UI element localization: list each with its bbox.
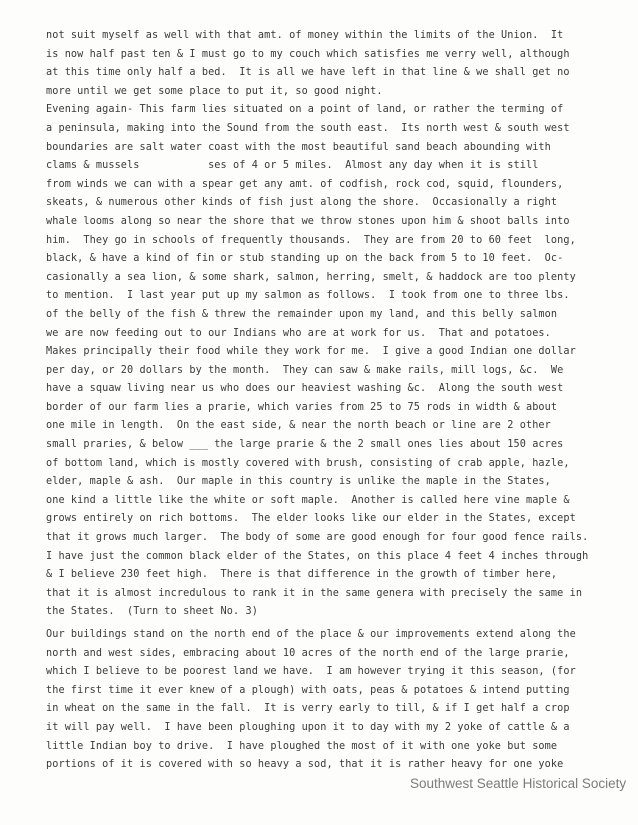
text-line: the States. (Turn to sheet No. 3) — [46, 606, 258, 618]
text-line: at this time only half a bed. It is all we have left in that line & we shall get no — [46, 67, 570, 79]
text-line: boundaries are salt water coast with the most beautiful sand beach abounding with — [46, 141, 551, 153]
text-line: one kind a little like the white or soft maple. Another is called here vine maple & — [46, 494, 570, 506]
text-line: grows entirely on rich bottoms. The elder looks like our elder in the States, except — [46, 513, 576, 525]
text-line: of the belly of the fish & threw the remainder upon my land, and this belly salmon — [46, 308, 558, 320]
text-line: & I believe 230 feet high. There is that difference in the growth of timber here, — [46, 569, 558, 581]
text-line: that it grows much larger. The body of some are good enough for four good fence rails. — [46, 532, 589, 544]
text-line: skeats, & numerous other kinds of fish just along the shore. Occasionally a right — [46, 197, 558, 209]
text-line: portions of it is covered with so heavy a sod, that it is rather heavy for one yoke — [46, 759, 564, 771]
text-line: from winds we can with a spear get any amt. of codfish, rock cod, squid, flounders, — [46, 178, 564, 190]
text-line: of bottom land, which is mostly covered with brush, consisting of crab apple, hazle, — [46, 457, 570, 469]
text-line: that it is almost incredulous to rank it in the same genera with precisely the same in — [46, 587, 583, 599]
text-line: clams & mussels ses of 4 or 5 miles. Almost any day when it is still — [46, 160, 539, 172]
text-line: it will pay well. I have been ploughing upon it to day with my 2 yoke of cattle & a — [46, 721, 570, 733]
text-line: which I believe to be poorest land we have. I am however trying it this season, (for — [46, 666, 576, 678]
text-line: whale looms along so near the shore that we throw stones upon him & shoot balls into — [46, 215, 570, 227]
text-line: Makes principally their food while they work for me. I give a good Indian one dollar — [46, 346, 576, 358]
letter-block-2 — [46, 626, 636, 775]
text-line: black, & have a kind of fin or stub standing up on the back from 5 to 10 feet. Oc- — [46, 253, 564, 265]
text-line: Our buildings stand on the north end of the place & our improvements extend along the — [46, 629, 576, 640]
text-line: casionally a sea lion, & some shark, salmon, herring, smelt, & haddock are too plenty — [46, 271, 576, 283]
typewritten-letter — [46, 27, 636, 775]
text-line: not suit myself as well with that amt. of money within the limits of the Union. It — [46, 30, 564, 41]
text-line: per day, or 20 dollars by the month. They can saw & make rails, mill logs, &c. We — [46, 364, 564, 376]
text-line: border of our farm lies a prarie, which varies from 25 to 75 rods in width & about — [46, 401, 558, 413]
watermark-text: Southwest Seattle Historical Society — [410, 776, 627, 791]
text-line: north and west sides, embracing about 10 acres of the north end of the large prarie, — [46, 647, 570, 659]
text-line: I have just the common black elder of the States, on this place 4 feet 4 inches through — [46, 550, 589, 562]
letter-block-1 — [46, 27, 636, 622]
text-line: in wheat on the same in the fall. It is verry early to till, & if I get half a crop — [46, 703, 570, 715]
text-line: more until we get some place to put it, so good night. — [46, 85, 383, 97]
text-line: is now half past ten & I must go to my couch which satisfies me verry well, although — [46, 48, 570, 60]
text-line: little Indian boy to drive. I have ploughed the most of it with one yoke but some — [46, 740, 558, 752]
text-line: him. They go in schools of frequently thousands. They are from 20 to 60 feet long, — [46, 234, 576, 246]
text-line: one mile in length. On the east side, & near the north beach or line are 2 other — [46, 420, 551, 432]
text-line: elder, maple & ash. Our maple in this country is unlike the maple in the States, — [46, 476, 551, 488]
text-line: Evening again- This farm lies situated on a point of land, or rather the terming of — [46, 104, 564, 116]
text-line: we are now feeding out to our Indians who are at work for us. That and potatoes. — [46, 327, 551, 339]
text-line: have a squaw living near us who does our heaviest washing &c. Along the south west — [46, 383, 564, 395]
text-line: the first time it ever knew of a plough) with oats, peas & potatoes & intend putting — [46, 684, 570, 696]
text-line: to mention. I last year put up my salmon as follows. I took from one to three lbs. — [46, 290, 570, 302]
text-line: a peninsula, making into the Sound from the south east. Its north west & south west — [46, 122, 570, 134]
text-line: small praries, & below ___ the large prarie & the 2 small ones lies about 150 acres — [46, 439, 564, 451]
